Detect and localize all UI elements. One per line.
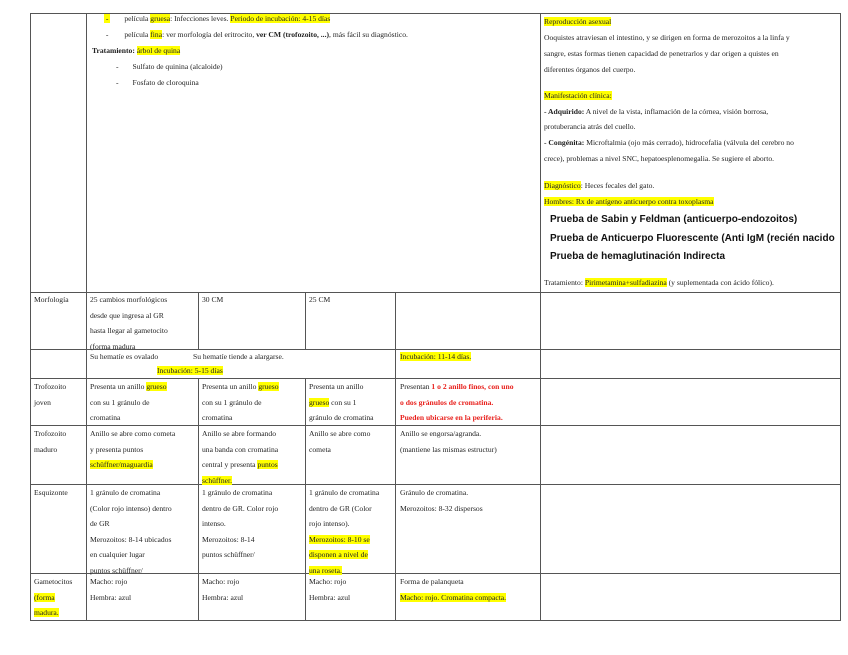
- text-line: Gránulo de cromatina.: [400, 488, 469, 497]
- dash-bullet: -: [104, 30, 111, 39]
- trof-joven-c2: [202, 379, 279, 426]
- highlight: Manifestación clínica:: [544, 91, 612, 100]
- col-line: [540, 13, 541, 621]
- text-line: [309, 547, 379, 563]
- text-line: [34, 590, 72, 606]
- text-line: [202, 457, 278, 473]
- highlight: grueso: [258, 382, 279, 391]
- list-item: [116, 75, 199, 91]
- trof-maduro-c1: [90, 426, 175, 473]
- text-line: Macho: rojo: [90, 577, 128, 586]
- text-line: cromatina: [202, 413, 233, 423]
- text-line: Anillo se abre formando: [202, 429, 277, 438]
- col-line: [395, 292, 396, 621]
- acquired-line: protuberancia atrás del cuello.: [544, 122, 636, 131]
- esquizonte-c4: [400, 485, 483, 516]
- text-line: Merozoitos: 8-14: [202, 534, 255, 544]
- highlight: madura.: [34, 608, 59, 618]
- prueba-line: Prueba de Sabin y Feldman (anticuerpo-endozoitos): [550, 214, 798, 225]
- repro-title: [544, 14, 611, 30]
- text-line: [202, 379, 279, 395]
- gametocitos-c2: [202, 574, 243, 605]
- highlight: Hombres: Rx de antígeno anticuerpo contra toxoplasma: [544, 197, 714, 206]
- trof-maduro-c4: [400, 426, 497, 457]
- highlight: grueso: [309, 397, 330, 407]
- prueba-line: Prueba de Anticuerpo Fluorescente (Anti IgM (recién nacido: [550, 233, 835, 244]
- text-line: puntos schüffner/: [202, 550, 255, 560]
- red-text: Pueden ubicarse en la periferia.: [400, 413, 503, 423]
- bullet-text: : ver morfología del eritrocito,: [162, 30, 257, 39]
- bold-text: ver CM (trofozoito, ...): [256, 30, 330, 39]
- text: con su 1: [329, 397, 357, 407]
- dash-bullet: -: [116, 62, 119, 71]
- highlight: disponen a nivel de: [309, 550, 368, 560]
- text-line: (Color rojo intenso) dentro: [90, 503, 172, 513]
- text-line: rojo intenso).: [309, 519, 350, 529]
- text: A nivel de la vista, inflamación de la córnea, visión borrosa,: [584, 107, 769, 116]
- col-line: [86, 13, 87, 621]
- text-line: joven: [34, 397, 51, 407]
- text-line: intenso.: [202, 519, 226, 529]
- treatment-line: [92, 43, 180, 59]
- col-line: [30, 13, 31, 621]
- text-line: Merozoitos: 8-32 dispersos: [400, 503, 483, 513]
- repro-line: Ooquistes atraviesan el intestino, y se dirigen en forma de merozoitos a la linfa y: [544, 33, 790, 42]
- highlight: Pirimetamina+sulfadiazina: [584, 278, 667, 287]
- text: Tratamiento:: [544, 278, 585, 287]
- text-line: 1 gránulo de cromatina: [90, 488, 161, 497]
- highlight: una roseta.: [309, 565, 342, 575]
- text-line: Anillo se engorsa/agranda.: [400, 429, 482, 438]
- trof-joven-c1: [90, 379, 167, 426]
- bullet-text: película: [124, 30, 151, 39]
- congenital-line: [544, 135, 794, 151]
- text-line: cromatina: [90, 413, 121, 423]
- highlight: Diagnóstico: [544, 181, 581, 190]
- sub-item-text: Fosfato de cloroquina: [132, 78, 199, 87]
- text-line: 1 gránulo de cromatina: [309, 488, 380, 497]
- text: central y presenta: [202, 460, 258, 470]
- col-line: [305, 292, 306, 350]
- text-line: dentro de GR (Color: [309, 503, 372, 513]
- esquizonte-c2: [202, 485, 278, 563]
- text-line: en cualquier lugar: [90, 550, 145, 560]
- text-line: Trofozoito: [34, 382, 67, 391]
- text-line: una banda con cromatina: [202, 444, 279, 454]
- repro-line: diferentes órganos del cuerpo.: [544, 65, 636, 74]
- text-line: Merozoitos: 8-14 ubicados: [90, 534, 172, 544]
- bullet-text: , más fácil su diagnóstico.: [329, 30, 408, 39]
- trof-maduro-c3: [309, 426, 370, 457]
- highlight: gruesa: [150, 14, 171, 23]
- text-line: Anillo se abre como: [309, 429, 371, 438]
- text-line: puntos schüffner/: [90, 565, 143, 575]
- text-line: cometa: [309, 444, 331, 454]
- sub-item-text: Sulfato de quinina (alcaloide): [132, 62, 223, 71]
- text-line: Anillo se abre como cometa: [90, 429, 176, 438]
- text-line: [309, 532, 379, 548]
- highlight: Incubación: 5-15 días: [157, 366, 223, 375]
- prueba-line: Prueba de hemaglutinación Indirecta: [550, 251, 726, 262]
- morfologia-c3: 25 CM: [309, 295, 331, 304]
- row-label-morfologia: Morfología: [34, 295, 69, 304]
- text: Presenta un anillo: [90, 382, 147, 391]
- list-item: [104, 11, 330, 27]
- row-label-gametocitos: [34, 574, 72, 621]
- row-label-trof-joven: [34, 379, 66, 410]
- col-line: [198, 378, 199, 621]
- text-line: 1 gránulo de cromatina: [202, 488, 273, 497]
- text-line: [90, 457, 175, 473]
- highlight: (forma: [34, 592, 55, 602]
- table-border-bottom: [30, 620, 840, 621]
- dash-bullet: -: [104, 14, 111, 23]
- text-line: Trofozoito: [34, 429, 67, 438]
- text-line: con su 1 gránulo de: [90, 397, 150, 407]
- highlight: Merozoitos: 8-10 se: [309, 534, 370, 544]
- text-line: Macho: rojo: [309, 577, 347, 586]
- highlight: Periodo de incubación: 4-15 días: [230, 14, 331, 23]
- red-text: 1 o 2 anillo finos, con uno: [431, 382, 514, 391]
- text-line: [34, 605, 72, 621]
- highlight: Macho: rojo. Cromatina compacta.: [400, 592, 507, 602]
- highlight: puntos: [257, 460, 278, 470]
- list-item: [116, 59, 223, 75]
- text: Microftalmia (ojo más cerrado), hidrocefalia (válvula del cerebro no: [584, 138, 794, 147]
- highlight: fina: [150, 30, 163, 39]
- dash-bullet: -: [116, 78, 119, 87]
- text: Presentan: [400, 382, 432, 391]
- incubacion-c1a: Su hematíe es ovalado: [90, 352, 159, 361]
- bullet-text: película: [124, 14, 151, 23]
- esquizonte-c1: [90, 485, 172, 579]
- pasted-image: [542, 209, 840, 269]
- text-line: desde que ingresa al GR: [90, 310, 164, 320]
- text-line: (forma madura: [90, 341, 136, 351]
- highlight: Incubación: 11-14 días.: [400, 352, 472, 361]
- col-line: [305, 378, 306, 621]
- treatment-label: Tratamiento:: [92, 46, 137, 55]
- row-label-esquizonte: Esquizonte: [34, 488, 68, 497]
- text-line: Gametocitos: [34, 577, 73, 586]
- highlight: schüffner/maguardia: [90, 460, 153, 470]
- text-line: [309, 395, 374, 411]
- text-line: Hembra: azul: [90, 592, 132, 602]
- text-line: [400, 379, 514, 395]
- text: : Heces fecales del gato.: [580, 181, 655, 190]
- highlight: grueso: [146, 382, 167, 391]
- text-line: maduro: [34, 444, 58, 454]
- trof-maduro-c2: [202, 426, 278, 488]
- repro-line: sangre, estas formas tienen capacidad de penetrarlos y dar origen a quistes en: [544, 49, 779, 58]
- text: Presenta un anillo: [202, 382, 259, 391]
- incubacion-c2a: Su hematíe tiende a alargarse.: [193, 352, 284, 361]
- row-label-trof-maduro: [34, 426, 66, 457]
- gametocitos-c3: [309, 574, 350, 605]
- bold-text: - Adquirido:: [544, 107, 585, 116]
- col-line: [198, 292, 199, 350]
- text-line: dentro de GR. Color rojo: [202, 503, 279, 513]
- text-line: (mantiene las mismas estructur): [400, 444, 497, 454]
- highlight: Reproducción asexual: [544, 17, 612, 26]
- hombres-line: [544, 194, 714, 210]
- text-line: Forma de palanqueta: [400, 577, 464, 586]
- text-line: con su 1 gránulo de: [202, 397, 262, 407]
- text-line: Hembra: azul: [309, 592, 351, 602]
- text-line: de GR: [90, 519, 110, 529]
- incubacion-c1b: [157, 363, 223, 379]
- trof-joven-c4: [400, 379, 514, 426]
- bold-text: - Congénita:: [544, 138, 585, 147]
- text-line: Hembra: azul: [202, 592, 244, 602]
- acquired-line: [544, 104, 768, 120]
- incubacion-c4: [400, 349, 471, 365]
- gametocitos-c1: [90, 574, 131, 605]
- text-line: gránulo de cromatina: [309, 413, 374, 423]
- esquizonte-c3: [309, 485, 379, 579]
- text: (y suplementada con ácido fólico).: [666, 278, 774, 287]
- bullet-text: : Infecciones leves.: [170, 14, 231, 23]
- text-line: hasta llegar al gametocito: [90, 326, 168, 336]
- highlight: schüffner.: [202, 475, 233, 485]
- list-item: [104, 27, 408, 43]
- col-line: [840, 13, 841, 621]
- text-line: [90, 379, 167, 395]
- text-line: [400, 590, 506, 606]
- text-line: Macho: rojo: [202, 577, 240, 586]
- text-line: 25 cambios morfológicos: [90, 295, 168, 304]
- diagnosis-line: [544, 178, 654, 194]
- gametocitos-c4: [400, 574, 506, 605]
- treatment-value: árbol de quina: [136, 46, 181, 55]
- trof-joven-c3: [309, 379, 374, 426]
- manif-title: [544, 88, 612, 104]
- congenital-line: crece), problemas a nivel SNC, hepatoesplenomegalia. Se sugiere el aborto.: [544, 154, 775, 163]
- text-line: Presenta un anillo: [309, 382, 364, 391]
- text-line: y presenta puntos: [90, 444, 144, 454]
- morfologia-c1: [90, 292, 196, 354]
- treatment-right-line: [544, 275, 774, 291]
- morfologia-c2: 30 CM: [202, 295, 224, 304]
- red-text: o dos gránulos de cromatina.: [400, 397, 494, 407]
